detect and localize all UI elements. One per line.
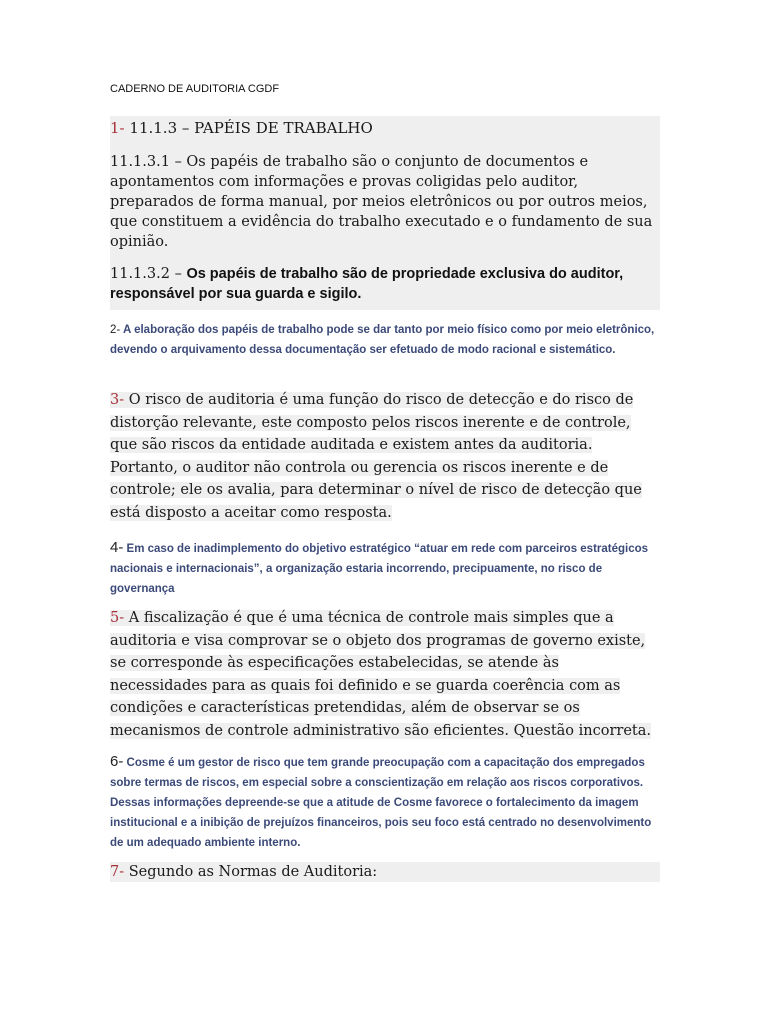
item-number: 1-: [110, 119, 125, 137]
item-number: 6-: [110, 753, 124, 770]
question-6: [110, 752, 660, 853]
paragraph-prefix: 11.1.3.2 –: [110, 266, 182, 282]
section-title-text: 11.1.3 – PAPÉIS DE TRABALHO: [129, 119, 373, 137]
question-2: [110, 320, 660, 360]
paragraph-11-1-3-1: 11.1.3.1 – Os papéis de trabalho são o conjunto de documentos e apontamentos com informações e provas coligidas pelo auditor, preparados de forma manual, por meios eletrônicos ou por outros meios, que constituem a evidência do trabalho executado e o fundamento de sua opinião.: [110, 154, 653, 250]
question-5: [110, 607, 660, 742]
paragraph-11-1-3-2: [110, 264, 660, 310]
section-papeis-de-trabalho: [110, 116, 660, 310]
question-text: Em caso de inadimplemento do objetivo estratégico “atuar em rede com parceiros estratégicos nacionais e internacionais”, a organização estaria incorrendo, precipuamente, no risco de governança: [110, 543, 649, 595]
item-number: 3-: [110, 392, 125, 408]
question-text: O risco de auditoria é uma função do risco de detecção e do risco de distorção relevante, este composto pelos riscos inerente e de controle, que são riscos da entidade auditada e existem antes da auditoria. Portanto, o auditor não controla ou gerencia os riscos inerente e de controle; ele os avalia, para determinar o nível de risco de detecção que está disposto a aceitar como resposta.: [110, 392, 642, 521]
question-3: [110, 389, 660, 524]
question-text: Cosme é um gestor de risco que tem grande preocupação com a capacitação dos empregados sobre termas de riscos, em especial sobre a conscientização em relação aos riscos corporativos. Dessas informações depreende-se que a atitude de Cosme favorece o fortalecimento da imagem institucional e a inibição de prejuízos financeiros, pois seu foco está centrado no desenvolvimento de um adequado ambiente interno.: [110, 757, 652, 849]
question-4: [110, 538, 660, 599]
item-number: 7-: [110, 864, 125, 880]
item-number: 2-: [110, 324, 121, 336]
item-number: 5-: [110, 610, 125, 626]
question-text: A elaboração dos papéis de trabalho pode se dar tanto por meio físico como por meio eletrônico, devendo o arquivamento dessa documentação ser efetuado de modo racional e sistemático.: [110, 324, 655, 356]
question-text: Segundo as Normas de Auditoria:: [128, 864, 378, 880]
document-header: CADERNO DE AUDITORIA CGDF: [110, 83, 280, 95]
question-text: A fiscalização é que é uma técnica de controle mais simples que a auditoria e visa comprovar se o objeto dos programas de governo existe, se corresponde às especificações estabelecidas, se atende às necessidades para as quais foi definido e se guarda coerência com as condições e características pretendidas, além de observar se os mecanismos de controle administrativo são eficientes. Questão incorreta.: [110, 610, 651, 739]
item-number: 4-: [110, 539, 124, 556]
section-title: [110, 116, 660, 142]
question-7: [110, 862, 660, 882]
paragraph-bold-text: Os papéis de trabalho são de propriedade exclusiva do auditor, responsável por sua guarda e sigilo.: [110, 266, 624, 302]
